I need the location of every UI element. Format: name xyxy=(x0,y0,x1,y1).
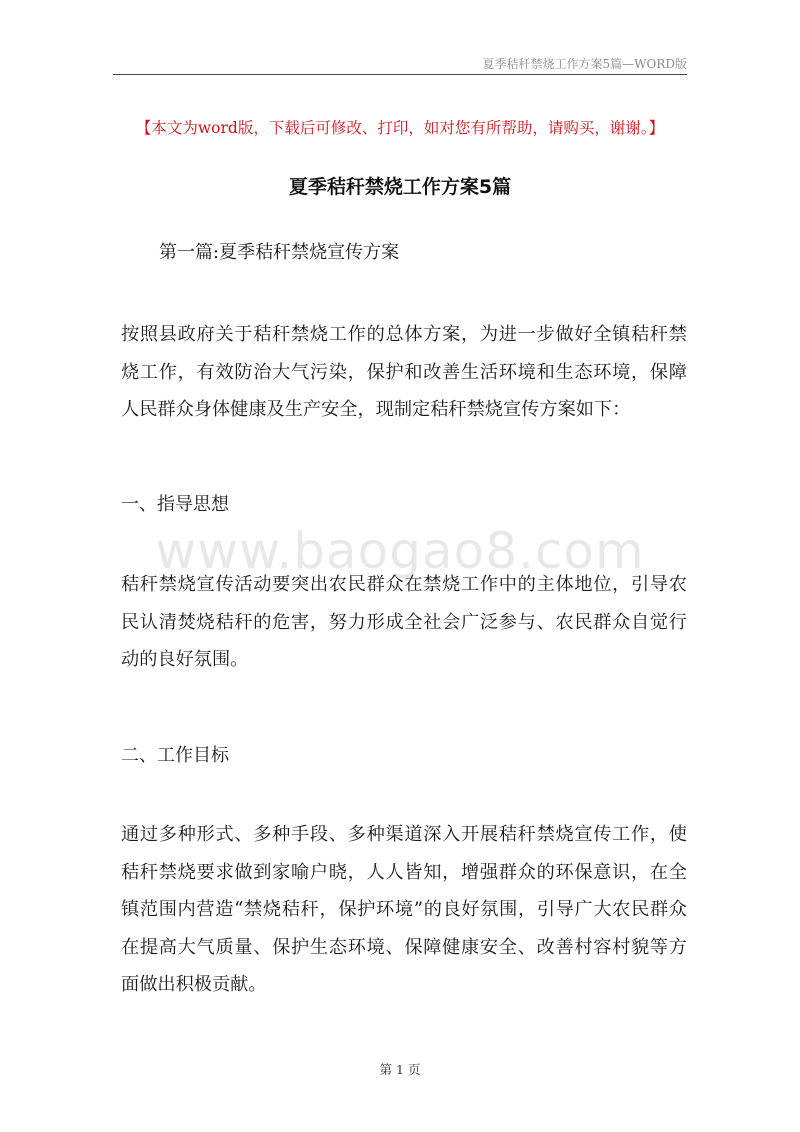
paragraph-line: 秸秆禁烧要求做到家喻户晓，人人皆知，增强群众的环保意识，在全 xyxy=(121,861,687,883)
paragraph-line: 动的良好氛围。 xyxy=(121,649,249,670)
page-number: 第 1 页 xyxy=(379,1062,421,1077)
header-divider xyxy=(113,74,687,75)
intro-paragraph xyxy=(121,316,687,429)
section-heading-guiding-ideology: 一、指导思想 xyxy=(121,494,229,515)
paragraph-line: 民认清焚烧秸秆的危害，努力形成全社会广泛参与、农民群众自觉行 xyxy=(121,611,687,633)
paragraph-line: 通过多种形式、多种手段、多种渠道深入开展秸秆禁烧宣传工作，使 xyxy=(121,824,687,845)
document-title: 夏季秸秆禁烧工作方案5篇 xyxy=(288,176,512,198)
chapter-subtitle: 第一篇:夏季秸秆禁烧宣传方案 xyxy=(159,242,400,263)
paragraph-line: 秸秆禁烧宣传活动要突出农民群众在禁烧工作中的主体地位，引导农 xyxy=(121,574,687,595)
section1-paragraph xyxy=(121,566,687,679)
paragraph-line: 烧工作，有效防治大气污染，保护和改善生活环境和生态环境，保障 xyxy=(121,361,687,383)
paragraph-line: 按照县政府关于秸秆禁烧工作的总体方案，为进一步做好全镇秸秆禁 xyxy=(121,324,687,345)
paragraph-line: 面做出积极贡献。 xyxy=(121,974,267,995)
paragraph-line: 人民群众身体健康及生产安全，现制定秸秆禁烧宣传方案如下： xyxy=(121,399,631,420)
purchase-notice: 【本文为word版，下载后可修改、打印，如对您有所帮助，请购买，谢谢。】 xyxy=(135,119,665,137)
paragraph-line: 镇范围内营造“禁烧秸秆，保护环境”的良好氛围，引导广大农民群众 xyxy=(121,899,687,920)
site-watermark: www.baogao8.com xyxy=(155,522,645,580)
paragraph-line: 在提高大气质量、保护生态环境、保障健康安全、改善村容村貌等方 xyxy=(121,936,687,958)
running-header: 夏季秸秆禁烧工作方案5篇—WORD版 xyxy=(482,57,687,71)
section-heading-work-goals: 二、工作目标 xyxy=(121,745,229,766)
section2-paragraph xyxy=(121,816,687,1004)
